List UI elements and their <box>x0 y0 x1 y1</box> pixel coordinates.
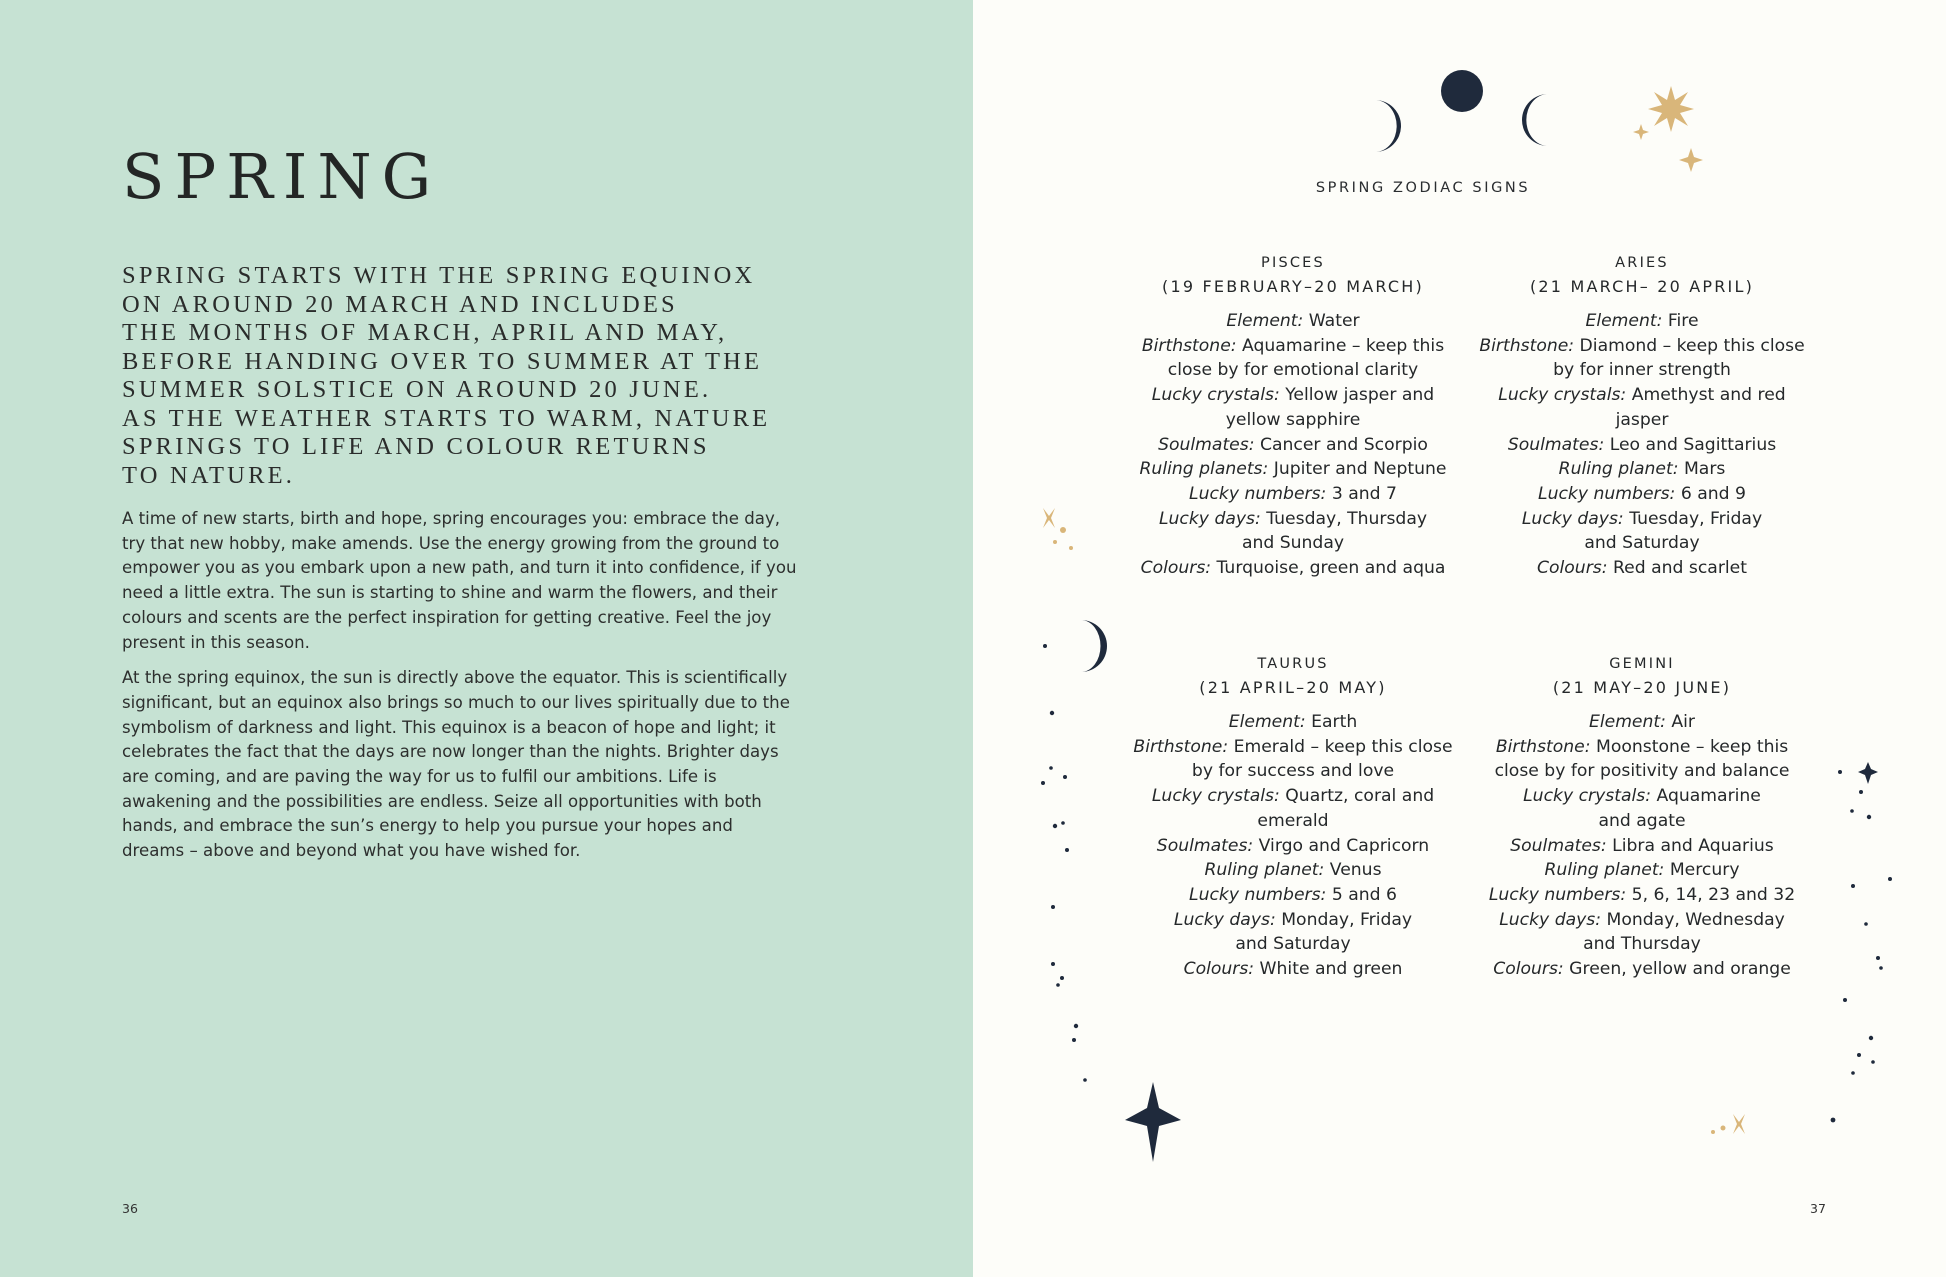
sign-detail-value: by for inner strength <box>1553 360 1731 381</box>
sign-details <box>1128 309 1458 581</box>
sign-dates: (21 APRIL–20 MAY) <box>1199 678 1387 697</box>
sign-detail-label: Colours: <box>1183 959 1255 980</box>
sign-card-gemini <box>1477 652 1807 982</box>
sign-detail-label: Lucky crystals: <box>1498 385 1627 406</box>
sign-detail-value: Water <box>1303 311 1360 331</box>
sign-detail-value: 5 and 6 <box>1326 884 1397 905</box>
sign-detail-line <box>1128 383 1458 408</box>
sign-details <box>1477 710 1807 982</box>
sign-detail-label: Lucky crystals: <box>1151 385 1280 406</box>
intro-text: SPRING STARTS WITH THE SPRING EQUINOX ON AROUND 20 MARCH AND INCLUDES THE MONTHS OF MARCH, APRIL AND MAY, BEFORE HANDING OVER TO SUMMER AT THE SUMMER SOLSTICE ON AROUND 20 JUNE. AS THE WEATHER STARTS TO WARM, NATURE SPRINGS TO LIFE AND COLOUR RETURNS TO NATURE. <box>122 262 771 489</box>
sign-detail-line <box>1477 309 1807 334</box>
sign-detail-label: Birthstone: <box>1141 335 1237 356</box>
sign-detail-value: Jupiter and Neptune <box>1268 459 1447 480</box>
sign-detail-label: Birthstone: <box>1133 736 1229 757</box>
sign-detail-line <box>1128 482 1458 507</box>
sign-detail-label: Lucky days: <box>1521 508 1624 529</box>
sign-detail-value: Yellow jasper and <box>1279 385 1435 406</box>
sign-detail-value: Diamond – keep this close <box>1574 335 1805 356</box>
body-paragraph: At the spring equinox, the sun is directly above the equator. This is scientifically significant, but an equinox also brings so much to our lives spiritually due to the symbolism of darkness and light. This equinox is a beacon of hope and light; it celebrates the fact that the days are now longer than the nights. Brighter days are coming, and are paving the way for us to fulfil our ambitions. Life is awakening and the possibilities are endless. Seize all opportunities with both hands, and embrace the sun’s energy to help you pursue your hopes and dreams – above and beyond what you have wished for. <box>122 668 790 861</box>
sign-detail-line <box>1128 433 1458 458</box>
sign-detail-value: Tuesday, Thursday <box>1260 508 1428 529</box>
sign-detail-label: Lucky numbers: <box>1189 884 1327 905</box>
sign-detail-line <box>1128 908 1458 933</box>
sign-detail-line <box>1128 735 1458 760</box>
sign-detail-value: close by for emotional clarity <box>1167 360 1419 381</box>
sign-detail-label: Soulmates: <box>1510 835 1607 856</box>
sign-detail-line <box>1128 759 1458 784</box>
sign-detail-line <box>1128 358 1458 383</box>
sign-detail-value: and Saturday <box>1584 533 1700 554</box>
page-title: SPRING <box>122 140 442 213</box>
sign-detail-value: Mars <box>1678 459 1726 480</box>
sign-detail-value: close by for positivity and balance <box>1494 761 1790 782</box>
sign-detail-line <box>1128 784 1458 809</box>
sign-detail-line <box>1477 932 1807 957</box>
sign-detail-value: Aquamarine – keep this <box>1236 335 1445 356</box>
sign-detail-line <box>1128 531 1458 556</box>
sign-detail-label: Lucky crystals: <box>1151 786 1280 807</box>
sign-detail-value: Fire <box>1662 311 1699 331</box>
sign-detail-line <box>1477 957 1807 982</box>
sign-detail-label: Colours: <box>1537 558 1608 579</box>
page-number-right: 37 <box>1810 1201 1826 1216</box>
sign-detail-label: Ruling planets: <box>1139 459 1269 480</box>
sign-name: TAURUS <box>1257 656 1329 672</box>
sign-detail-label: Lucky days: <box>1173 909 1276 930</box>
sign-detail-line <box>1477 858 1807 883</box>
sign-detail-label: Colours: <box>1493 959 1564 980</box>
sign-detail-line <box>1477 457 1807 482</box>
sign-details <box>1477 309 1807 581</box>
sign-detail-line <box>1128 858 1458 883</box>
sign-detail-line <box>1477 334 1807 359</box>
sign-detail-label: Element: <box>1228 712 1306 732</box>
sign-name: GEMINI <box>1609 656 1675 672</box>
sign-detail-value: jasper <box>1615 409 1669 430</box>
sign-detail-line <box>1128 932 1458 957</box>
sign-detail-value: and Thursday <box>1583 934 1701 955</box>
sign-detail-line <box>1477 531 1807 556</box>
sign-detail-value: 3 and 7 <box>1326 483 1397 504</box>
sign-detail-value: and Sunday <box>1241 533 1345 554</box>
sign-detail-value: Quartz, coral and <box>1279 786 1435 807</box>
sign-detail-value: 5, 6, 14, 23 and 32 <box>1626 884 1796 905</box>
sign-detail-value: Moonstone – keep this <box>1590 736 1789 757</box>
sign-detail-value: Libra and Aquarius <box>1606 835 1774 856</box>
sign-detail-label: Soulmates: <box>1156 835 1254 856</box>
sign-detail-line <box>1128 309 1458 334</box>
sign-detail-label: Colours: <box>1140 558 1212 579</box>
sign-card-taurus <box>1128 652 1458 982</box>
sign-detail-line <box>1128 457 1458 482</box>
sign-detail-line <box>1128 809 1458 834</box>
sign-detail-line <box>1128 834 1458 859</box>
sign-card-aries <box>1477 251 1807 581</box>
sign-detail-value: Leo and Sagittarius <box>1604 434 1777 455</box>
sign-detail-line <box>1477 735 1807 760</box>
sign-detail-value: Green, yellow and orange <box>1563 959 1791 980</box>
sign-detail-value: Earth <box>1305 712 1358 732</box>
sign-detail-line <box>1128 556 1458 581</box>
page-number-left: 36 <box>122 1201 138 1216</box>
sign-detail-label: Element: <box>1226 311 1304 331</box>
sign-detail-line <box>1477 809 1807 834</box>
sign-detail-label: Ruling planet: <box>1204 860 1325 881</box>
sign-detail-value: Aquamarine <box>1651 786 1761 807</box>
sign-details <box>1128 710 1458 982</box>
sign-detail-value: and Saturday <box>1235 934 1351 955</box>
sign-detail-line <box>1477 908 1807 933</box>
sign-detail-value: by for success and love <box>1191 761 1395 782</box>
sign-detail-value: Red and scarlet <box>1607 558 1747 579</box>
sign-dates: (21 MAY–20 JUNE) <box>1552 678 1732 697</box>
sign-detail-value: Emerald – keep this close <box>1228 736 1453 757</box>
sign-detail-label: Ruling planet: <box>1558 459 1679 480</box>
sign-detail-label: Lucky numbers: <box>1538 483 1676 504</box>
sign-detail-line <box>1477 834 1807 859</box>
sign-detail-label: Soulmates: <box>1158 434 1255 455</box>
right-page <box>973 0 1946 1277</box>
sign-detail-line <box>1128 334 1458 359</box>
sign-detail-label: Lucky numbers: <box>1189 483 1327 504</box>
sign-detail-line <box>1477 759 1807 784</box>
sign-detail-value: Monday, Wednesday <box>1601 909 1785 930</box>
sign-detail-line <box>1128 507 1458 532</box>
sign-detail-value: Tuesday, Friday <box>1623 508 1763 529</box>
sign-detail-label: Lucky numbers: <box>1488 884 1627 905</box>
sign-detail-label: Lucky crystals: <box>1523 786 1652 807</box>
sign-detail-value: emerald <box>1257 810 1329 831</box>
sign-detail-value: 6 and 9 <box>1675 483 1746 504</box>
sign-detail-line <box>1128 710 1458 735</box>
sign-detail-value: Cancer and Scorpio <box>1254 434 1428 455</box>
sign-detail-line <box>1477 482 1807 507</box>
sign-detail-value: White and green <box>1254 959 1403 980</box>
sign-detail-line <box>1477 383 1807 408</box>
sign-detail-value: Air <box>1665 712 1696 732</box>
sign-detail-line <box>1477 883 1807 908</box>
sign-detail-label: Birthstone: <box>1495 736 1591 757</box>
sign-detail-value: yellow sapphire <box>1225 409 1361 430</box>
section-label: SPRING ZODIAC SIGNS <box>1315 180 1531 196</box>
sign-detail-label: Element: <box>1585 311 1663 331</box>
sign-detail-value: and agate <box>1598 810 1686 831</box>
sign-detail-line <box>1477 710 1807 735</box>
sign-detail-label: Birthstone: <box>1479 335 1575 356</box>
sign-detail-label: Element: <box>1588 712 1666 732</box>
sign-detail-line <box>1477 507 1807 532</box>
sign-detail-line <box>1477 358 1807 383</box>
body-paragraph: A time of new starts, birth and hope, spring encourages you: embrace the day, try that new hobby, make amends. Use the energy growing from the ground to empower you as you embark upon a new path, and turn it into confidence, if you need a little extra. The sun is starting to shine and warm the flowers, and their colours and scents are the perfect inspiration for getting creative. Feel the joy present in this season. <box>122 509 797 652</box>
sign-detail-line <box>1128 408 1458 433</box>
sign-detail-label: Lucky days: <box>1499 909 1602 930</box>
sign-detail-line <box>1477 433 1807 458</box>
sign-detail-line <box>1128 957 1458 982</box>
sign-detail-label: Lucky days: <box>1158 508 1261 529</box>
sign-detail-value: Amethyst and red <box>1626 385 1786 406</box>
body-text <box>122 507 797 875</box>
sign-card-pisces <box>1128 251 1458 581</box>
sign-detail-value: Virgo and Capricorn <box>1253 835 1430 856</box>
sign-dates: (21 MARCH– 20 APRIL) <box>1529 277 1755 296</box>
sign-detail-line <box>1128 883 1458 908</box>
sign-detail-value: Turquoise, green and aqua <box>1211 558 1446 579</box>
sign-detail-label: Ruling planet: <box>1544 860 1665 881</box>
sign-detail-value: Venus <box>1324 860 1382 881</box>
sign-dates: (19 FEBRUARY–20 MARCH) <box>1162 277 1424 296</box>
sign-name: ARIES <box>1615 255 1669 271</box>
sign-name: PISCES <box>1261 255 1325 271</box>
sign-detail-label: Soulmates: <box>1507 434 1605 455</box>
sign-detail-line <box>1477 408 1807 433</box>
sign-detail-value: Mercury <box>1664 860 1740 881</box>
sign-detail-line <box>1477 556 1807 581</box>
sign-detail-line <box>1477 784 1807 809</box>
sign-detail-value: Monday, Friday <box>1275 909 1413 930</box>
